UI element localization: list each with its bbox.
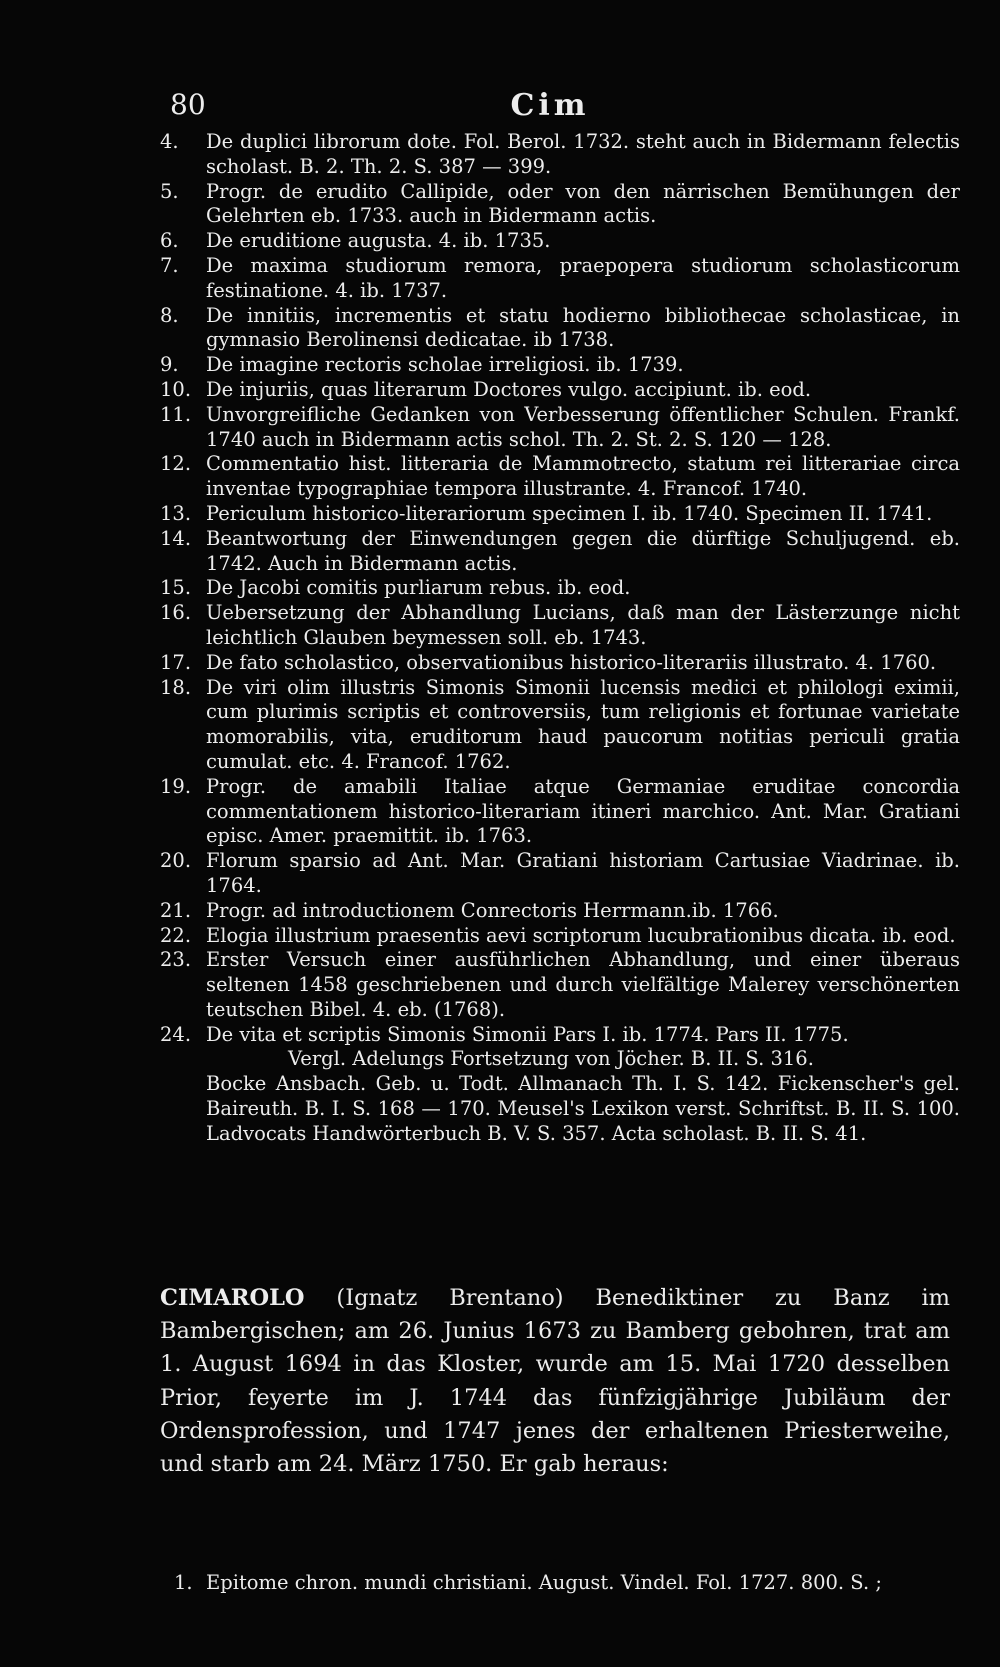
entry-number: 21.: [160, 898, 192, 922]
list-item: [160, 527, 960, 577]
bibliography-list: [160, 130, 960, 1147]
list-item: [160, 229, 960, 254]
entry-number: 1.: [174, 1571, 193, 1594]
entry-text: Commentatio hist. litteraria de Mammotrecto, statum rei litterariae circa inventae typographiae tempora illustrante. 4. Francof. 1740.: [206, 452, 960, 501]
entry-number: 8.: [160, 303, 179, 327]
list-item: [160, 378, 960, 403]
entry-number: 24.: [160, 1022, 192, 1046]
references-text: Bocke Ansbach. Geb. u. Todt. Allmanach Th. I. S. 142. Fickenscher's gel. Baireuth. B. I. S. 168 — 170. Meusel's Lexikon verst. Schriftst. B. II. S. 100. Ladvocats Handwörterbuch B. V. S. 357. Acta scholast. B. II. S. 41.: [206, 1072, 960, 1145]
entry-text: De imagine rectoris scholae irreligiosi. ib. 1739.: [206, 353, 684, 377]
entry-text: De eruditione augusta. 4. ib. 1735.: [206, 229, 551, 253]
works-list: [174, 1570, 950, 1595]
entry-text: Erster Versuch einer ausführlichen Abhandlung, und einer überaus seltenen 1458 geschriebenen und durch vielfältige Malerey verschönerten teutschen Bibel. 4. eb. (1768).: [206, 948, 960, 1021]
entry-text: Florum sparsio ad Ant. Mar. Gratiani historiam Cartusiae Viadrinae. ib. 1764.: [206, 849, 960, 897]
references-first-line: Vergl. Adelungs Fortsetzung von Jöcher. B. II. S. 316.: [288, 1047, 814, 1071]
entry-text: Beantwortung der Einwendungen gegen die dürftige Schuljugend. eb. 1742. Auch in Bidermann actis.: [206, 526, 960, 575]
page-number: 80: [170, 88, 206, 121]
running-head: Cim: [510, 88, 590, 123]
list-item: [160, 948, 960, 1022]
entry-text: De injuriis, quas literarum Doctores vulgo. accipiunt. ib. eod.: [206, 377, 812, 401]
entry-number: 10.: [160, 377, 192, 401]
list-item: [160, 180, 960, 230]
entry-text: Elogia illustrium praesentis aevi scriptorum lucubrationibus dicata. ib. eod.: [206, 923, 956, 947]
entry-text: Progr. de erudito Callipide, oder von den närrischen Bemühungen der Gelehrten eb. 1733. auch in Bidermann actis.: [206, 179, 960, 228]
entry-text: Epitome chron. mundi christiani. August. Vindel. Fol. 1727. 800. S. ;: [206, 1571, 882, 1594]
entry-number: 7.: [160, 253, 179, 277]
entry-text: Unvorgreifliche Gedanken von Verbesserung öffentlicher Schulen. Frankf. 1740 auch in Bidermann actis schol. Th. 2. St. 2. S. 120 — 128.: [206, 402, 960, 451]
entry-number: 9.: [160, 353, 179, 377]
entry-number: 4.: [160, 130, 179, 153]
entry-text: De fato scholastico, observationibus historico-literariis illustrato. 4. 1760.: [206, 650, 937, 674]
entry-number: 18.: [160, 675, 192, 699]
entry-text: De maxima studiorum remora, praepopera studiorum scholasticorum festinatione. 4. ib. 1737.: [206, 253, 960, 302]
list-item: [174, 1570, 950, 1595]
list-item: [160, 899, 960, 924]
list-item: [160, 130, 960, 180]
entry-number: 5.: [160, 179, 179, 203]
biography-text: (Ignatz Brentano) Benediktiner zu Banz im Bambergischen; am 26. Junius 1673 zu Bamberg gebohren, trat am 1. August 1694 in das Kloster, wurde am 15. Mai 1720 desselben Prior, feyerte im J. 1744 das fünfzigjährige Jubiläum der Ordensprofession, und 1747 jenes der erhaltenen Priesterweihe, und starb am 24. März 1750. Er gab heraus:: [160, 1285, 951, 1478]
list-item: [160, 353, 960, 378]
entry-number: 6.: [160, 229, 179, 253]
entry-number: 17.: [160, 650, 192, 674]
list-item: [160, 601, 960, 651]
list-item: [160, 403, 960, 453]
list-item: [160, 502, 960, 527]
biography-headword: CIMAROLO: [160, 1285, 305, 1311]
list-item: [160, 924, 960, 949]
biography-entry: [160, 1282, 950, 1481]
entry-text: Progr. ad introductionem Conrectoris Herrmann.ib. 1766.: [206, 898, 779, 922]
entry-number: 12.: [160, 452, 192, 476]
entry-text: Progr. de amabili Italiae atque Germaniae eruditae concordia commentationem historico-literariam itineri marchico. Ant. Mar. Gratiani episc. Amer. praemittit. ib. 1763.: [206, 774, 960, 848]
list-item: [160, 676, 960, 775]
entry-number: 20.: [160, 849, 192, 873]
entry-number: 23.: [160, 948, 192, 972]
list-item: [160, 651, 960, 676]
entry-text: De Jacobi comitis purliarum rebus. ib. eod.: [206, 576, 631, 600]
entry-text: De duplici librorum dote. Fol. Berol. 1732. steht auch in Bidermann felectis scholast. B. 2. Th. 2. S. 387 — 399.: [206, 130, 960, 178]
entry-number: 11.: [160, 402, 192, 426]
list-item: [160, 576, 960, 601]
entry-number: 13.: [160, 501, 192, 525]
entry-text: De viri olim illustris Simonis Simonii lucensis medici et philologi eximii, cum plurimis scriptis et controversiis, tum religionis et fortunae varietate momorabilis, vita, eruditorum haud paucorum notitias periculi gratia cumulat. etc. 4. Francof. 1762.: [206, 675, 960, 773]
page-header: [170, 88, 930, 128]
list-item: [160, 775, 960, 849]
references: [206, 1047, 960, 1146]
list-item: [160, 452, 960, 502]
list-item: [160, 849, 960, 899]
entry-number: 22.: [160, 923, 192, 947]
entry-text: De innitiis, incrementis et statu hodierno bibliothecae scholasticae, in gymnasio Berolinensi dedicatae. ib 1738.: [206, 303, 960, 352]
list-item: [160, 1023, 960, 1048]
entry-number: 16.: [160, 601, 192, 625]
list-item: [160, 304, 960, 354]
entry-number: 15.: [160, 576, 192, 600]
list-item: [160, 254, 960, 304]
entry-number: 14.: [160, 526, 192, 550]
entry-text: Periculum historico-literariorum specimen I. ib. 1740. Specimen II. 1741.: [206, 501, 933, 525]
entry-text: De vita et scriptis Simonis Simonii Pars I. ib. 1774. Pars II. 1775.: [206, 1022, 849, 1046]
entry-number: 19.: [160, 774, 192, 798]
entry-text: Uebersetzung der Abhandlung Lucians, daß man der Lästerzunge nicht leichtlich Glauben beymessen soll. eb. 1743.: [206, 601, 960, 649]
